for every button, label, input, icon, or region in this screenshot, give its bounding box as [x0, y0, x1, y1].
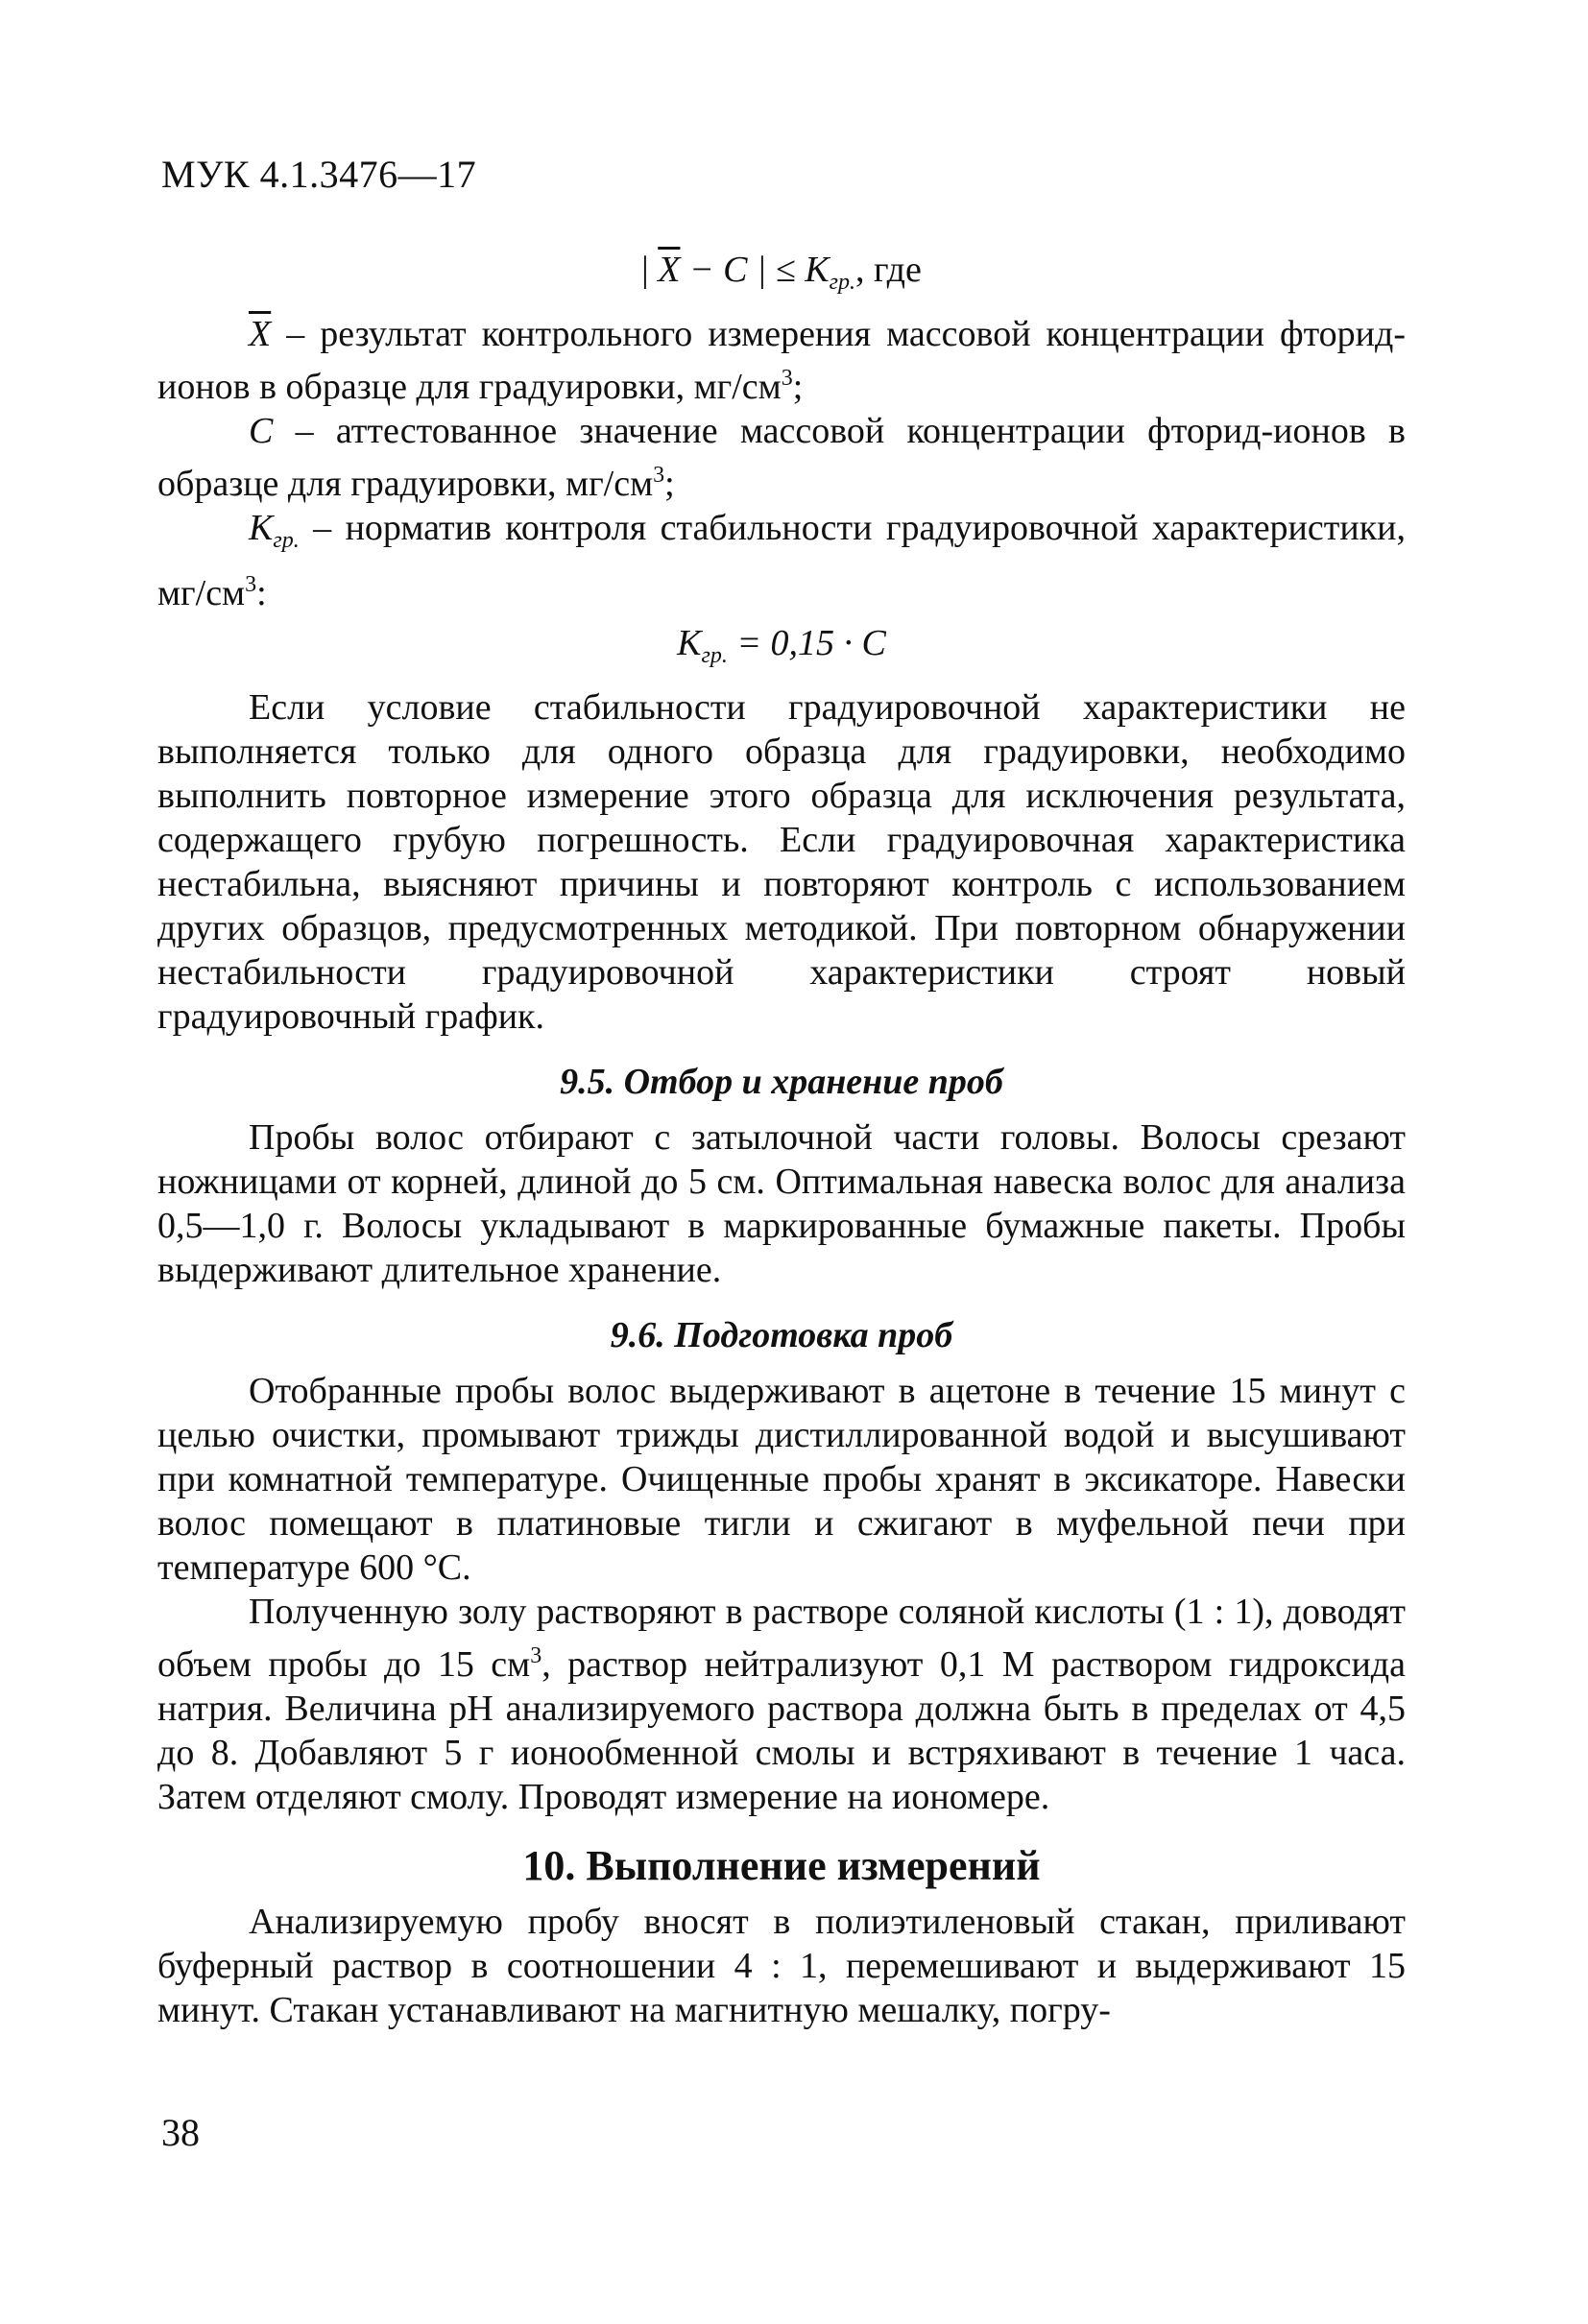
section-9-6-title: 9.6. Подготовка проб: [610, 1315, 953, 1355]
paragraph-stability: Если условие стабильности градуировочной характеристики не выполняется только для одного образца для градуировки, необходимо выполнить повторное измерение этого образца для исключения результата, содержащего грубую погрешность. Если градуировочная характеристика нестабильна, выясняют причины и повторяют контроль с использованием других образцов, предусмотренных методикой. При повторном обнаружении нестабильности градуировочной характеристики строят новый градуировочный график.: [157, 687, 1406, 1037]
section-9-6-text-2: Полученную золу растворяют в растворе соляной кислоты (1 : 1), доводят объем пробы до 15 $см^3$, раствор нейтрализуют 0,1 М раствором гидроксида натрия. Величина pH анализируемого раствора должна быть в пределах от 4,5 до 8. Добавляют 5 г ионообменной смолы и встряхивают в течение 1 часа. Затем отделяют смолу. Проводят измерение на иономере.: [157, 1592, 1406, 1817]
formula-k-norm: $K_{гр.} = 0,15 \cdot C$: [677, 623, 886, 668]
formula-stability-condition: | $\overline{X} - C$ | ≤ $K_{гр.}$, где: [641, 250, 922, 295]
section-10-text: Анализируемую пробу вносят в полиэтиленовый стакан, приливают буферный раствор в соотношении 4 : 1, перемешивают и выдерживают 15 минут. Стакан устанавливают на магнитную мешалку, погру-: [157, 1902, 1406, 2030]
document-code-header: МУК 4.1.3476—17: [161, 153, 477, 196]
definition-x: $\overline{X}$ – результат контрольного измерения массовой концентрации фторид-ионов в образце для градуировки, $мг/см^3$;: [157, 314, 1406, 407]
page-number: 38: [161, 2111, 200, 2154]
section-9-5-text: Пробы волос отбирают с затылочной части головы. Волосы срезают ножницами от корней, длиной до 5 см. Оптимальная навеска волос для анализа 0,5—1,0 г. Волосы укладывают в маркированные бумажные пакеты. Пробы выдерживают длительное хранение.: [157, 1117, 1406, 1290]
definition-k: $K_{гр.}$ – норматив контроля стабильности градуировочной характеристики, $мг/см^3$:: [157, 508, 1406, 613]
definition-c: C – аттестованное значение массовой концентрации фторид-ионов в образце для градуировки, $мг/см^3$;: [157, 411, 1406, 504]
page-body: [157, 242, 1406, 2032]
section-9-5-title: 9.5. Отбор и хранение проб: [560, 1062, 1003, 1102]
formula-x-bar: $\overline{X}$: [658, 250, 681, 290]
section-10-title: 10. Выполнение измерений: [522, 1842, 1041, 1889]
section-9-6-text-1: Отобранные пробы волос выдерживают в ацетоне в течение 15 минут с целью очистки, промывают трижды дистиллированной водой и высушивают при комнатной температуре. Очищенные пробы хранят в эксикаторе. Навески волос помещают в платиновые тигли и сжигают в муфельной печи при температуре 600 °С.: [157, 1371, 1406, 1588]
